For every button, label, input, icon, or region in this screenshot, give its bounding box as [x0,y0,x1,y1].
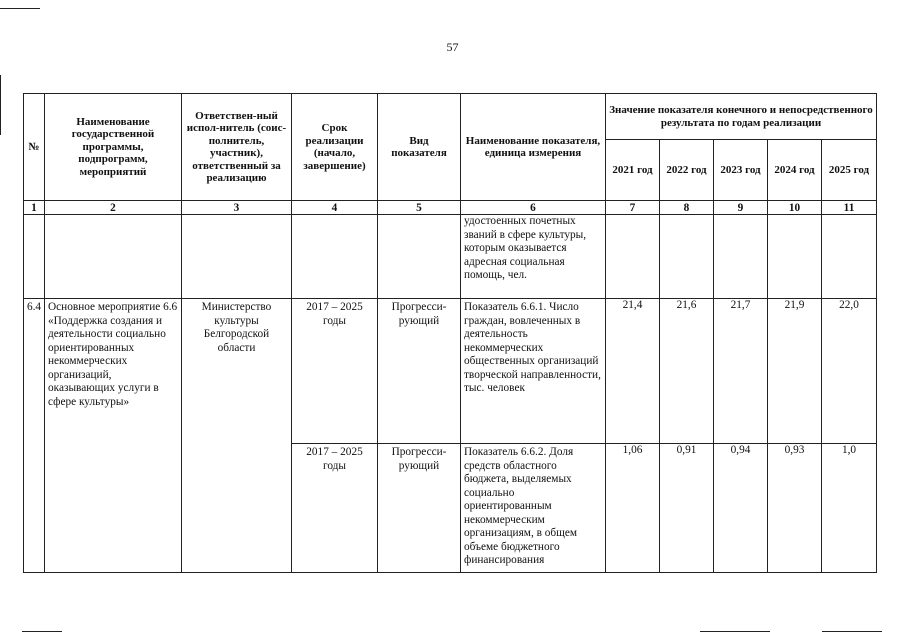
empty-cell [24,215,45,299]
value-cell: 1,0 [822,444,877,573]
header-values-group: Значение показателя конечного и непосредственного результата по годам реализации [606,94,877,140]
empty-cell [660,215,714,299]
scan-line-bottom-left [22,631,62,632]
indicator-name-cell: Показатель 6.6.2. Доля средств областного бюджета, выделяемых социально ориентированным некоммерческим организациям, в общем объеме бюджетного финансирования [461,444,606,573]
column-number: 10 [768,201,822,215]
term-cell: 2017 – 2025 годы [292,299,378,444]
header-year: 2021 год [606,140,660,201]
column-number: 3 [182,201,292,215]
column-number-row [24,201,877,215]
header-year: 2023 год [714,140,768,201]
header-num: № [24,94,45,201]
header-type: Вид показателя [378,94,461,201]
column-number: 11 [822,201,877,215]
column-number: 5 [378,201,461,215]
scan-line-bottom-mid [700,631,770,632]
header-year: 2024 год [768,140,822,201]
program-table [23,93,877,573]
header-year: 2025 год [822,140,877,201]
empty-cell [822,215,877,299]
value-cell: 0,94 [714,444,768,573]
indicator-name-cell: Показатель 6.6.1. Число граждан, вовлеченных в деятельность некоммерческих общественных организаций творческой направленности, тыс. человек [461,299,606,444]
header-program: Наименование государственной программы, подпрограмм, мероприятий [45,94,182,201]
indicator-type-cell: Прогресси-рующий [378,444,461,573]
column-number: 7 [606,201,660,215]
indicator-name-cell: удостоенных почетных званий в сфере культуры, которым оказывается адресная социальная помощь, чел. [461,215,606,299]
table-row-continuation [24,215,877,299]
column-number: 6 [461,201,606,215]
empty-cell [714,215,768,299]
measure-name-cell: Основное мероприятие 6.6 «Поддержка создания и деятельности социально ориентированных некоммерческих организаций, оказывающих услуги в сфере культуры» [45,299,182,573]
value-cell: 21,7 [714,299,768,444]
empty-cell [45,215,182,299]
value-cell: 21,6 [660,299,714,444]
column-number: 9 [714,201,768,215]
page-number: 57 [446,40,459,54]
header-year: 2022 год [660,140,714,201]
value-cell: 21,9 [768,299,822,444]
empty-cell [768,215,822,299]
column-number: 4 [292,201,378,215]
value-cell: 0,91 [660,444,714,573]
column-number: 2 [45,201,182,215]
header-term: Срок реализации (начало, завершение) [292,94,378,201]
column-number: 1 [24,201,45,215]
header-indicator: Наименование показателя, единица измерения [461,94,606,201]
table-row [24,299,877,444]
measure-number-cell: 6.4 [24,299,45,573]
empty-cell [182,215,292,299]
value-cell: 0,93 [768,444,822,573]
empty-cell [292,215,378,299]
scan-line-left-top [0,8,40,9]
empty-cell [606,215,660,299]
executor-cell: Министерство культуры Белгородской области [182,299,292,573]
column-number: 8 [660,201,714,215]
scan-line-bottom-right [822,631,882,632]
header-executor: Ответствен-ный испол-нитель (соис-полнитель, участник), ответственный за реализацию [182,94,292,201]
term-cell: 2017 – 2025 годы [292,444,378,573]
scan-line-left-vertical [0,75,1,135]
value-cell: 1,06 [606,444,660,573]
value-cell: 21,4 [606,299,660,444]
value-cell: 22,0 [822,299,877,444]
empty-cell [378,215,461,299]
indicator-type-cell: Прогресси-рующий [378,299,461,444]
